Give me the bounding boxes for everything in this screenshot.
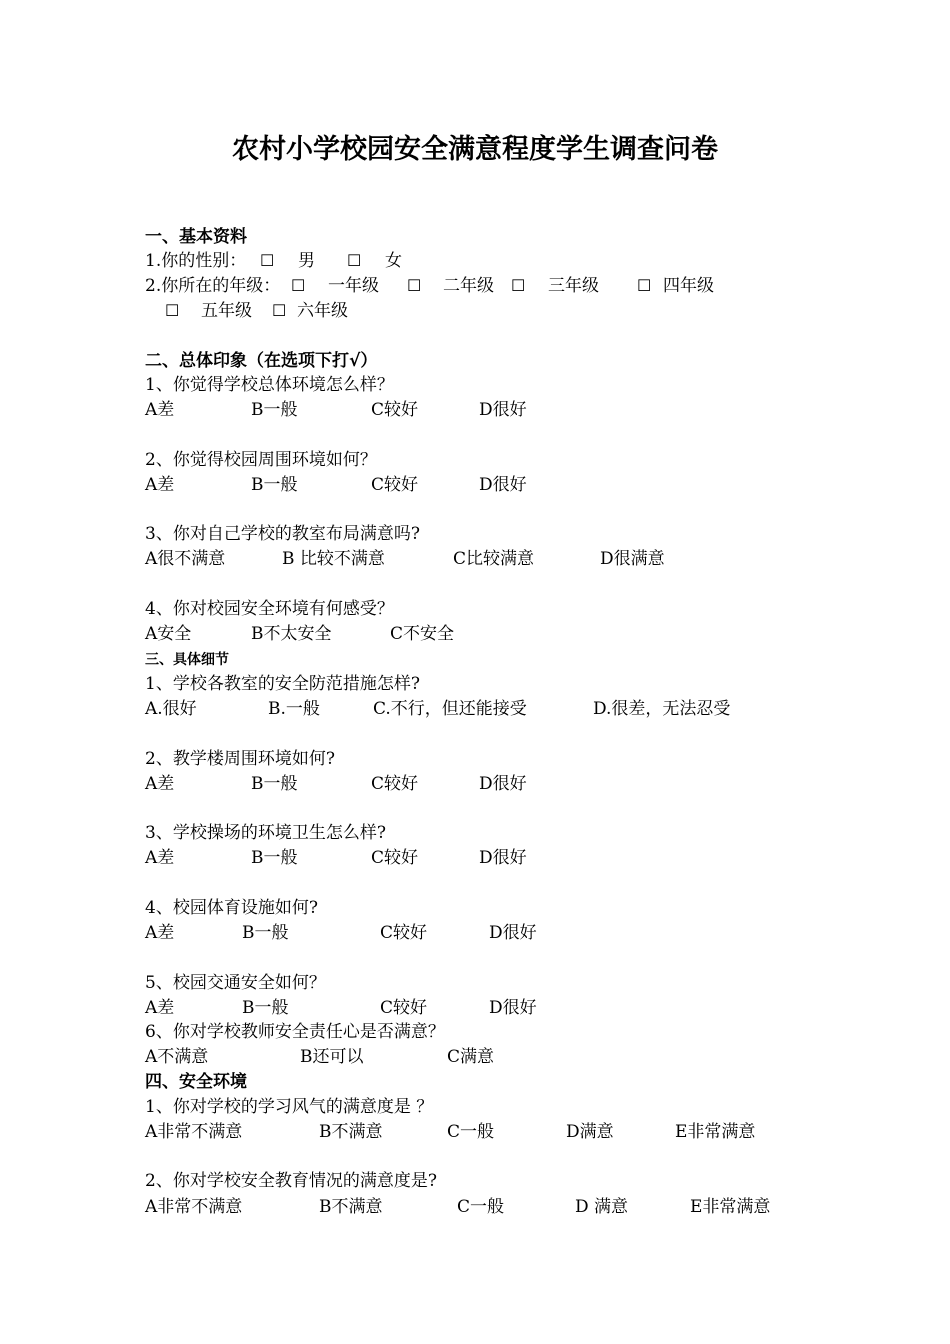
option-b[interactable]: B一般: [251, 848, 298, 868]
section-heading-basic-info: 一、基本资料: [145, 227, 247, 247]
option-d[interactable]: D很好: [479, 774, 527, 794]
option-b[interactable]: B还可以: [300, 1047, 364, 1067]
option-c[interactable]: C一般: [457, 1197, 505, 1217]
option-d[interactable]: D很好: [479, 848, 527, 868]
checkbox-female[interactable]: ☐: [347, 251, 362, 270]
option-b[interactable]: B一般: [251, 475, 298, 495]
option-label-female: 女: [385, 251, 402, 271]
option-b[interactable]: B一般: [242, 923, 289, 943]
question-text: 1、学校各教室的安全防范措施怎样?: [145, 674, 420, 694]
option-label-grade-5: 五年级: [201, 301, 252, 321]
checkbox-grade-6[interactable]: ☐: [272, 301, 287, 320]
option-d[interactable]: D很好: [489, 998, 537, 1018]
option-a[interactable]: A不满意: [145, 1047, 209, 1067]
option-d[interactable]: D很好: [489, 923, 537, 943]
option-a[interactable]: A差: [145, 998, 175, 1018]
option-c[interactable]: C不安全: [390, 624, 455, 644]
option-c[interactable]: C较好: [380, 923, 428, 943]
option-d[interactable]: D很满意: [600, 549, 665, 569]
option-b[interactable]: B不满意: [319, 1197, 383, 1217]
option-label-male: 男: [298, 251, 315, 271]
option-e[interactable]: E非常满意: [675, 1122, 756, 1142]
question-text: 4、你对校园安全环境有何感受？: [145, 599, 394, 619]
option-e[interactable]: E非常满意: [690, 1197, 771, 1217]
option-a[interactable]: A非常不满意: [145, 1122, 243, 1142]
option-c[interactable]: C较好: [371, 774, 419, 794]
checkbox-grade-3[interactable]: ☐: [511, 276, 526, 295]
question-text: 3、你对自己学校的教室布局满意吗?: [145, 524, 420, 544]
section-heading-specific-details: 三、具体细节: [145, 652, 229, 668]
checkbox-grade-1[interactable]: ☐: [291, 276, 306, 295]
question-text: 2、你对学校安全教育情况的满意度是?: [145, 1171, 437, 1191]
option-a[interactable]: A非常不满意: [145, 1197, 243, 1217]
section-heading-overall-impression: 二、总体印象（在选项下打√）: [145, 351, 378, 371]
option-c[interactable]: C满意: [447, 1047, 495, 1067]
question-text: 1、你觉得学校总体环境怎么样？: [145, 375, 394, 395]
option-a[interactable]: A差: [145, 774, 175, 794]
option-c[interactable]: C比较满意: [453, 549, 535, 569]
option-d[interactable]: D很好: [479, 400, 527, 420]
option-a[interactable]: A差: [145, 400, 175, 420]
option-a[interactable]: A差: [145, 475, 175, 495]
option-d[interactable]: D 满意: [575, 1197, 629, 1217]
option-a[interactable]: A差: [145, 848, 175, 868]
question-text: 2.你所在的年级：: [145, 276, 281, 296]
grade-question: [145, 274, 714, 298]
option-a[interactable]: A差: [145, 923, 175, 943]
option-b[interactable]: B.一般: [268, 699, 320, 719]
gender-question: [145, 249, 402, 273]
checkbox-grade-5[interactable]: ☐: [165, 301, 180, 320]
option-label-grade-2: 二年级: [443, 276, 494, 296]
option-label-grade-6: 六年级: [297, 301, 348, 321]
checkbox-male[interactable]: ☐: [260, 251, 275, 270]
option-c[interactable]: C较好: [371, 848, 419, 868]
option-a[interactable]: A很不满意: [145, 549, 226, 569]
option-c[interactable]: C.不行，但还能接受: [373, 699, 527, 719]
option-d[interactable]: D.很差，无法忍受: [593, 699, 731, 719]
option-a[interactable]: A.很好: [145, 699, 197, 719]
option-c[interactable]: C较好: [380, 998, 428, 1018]
checkbox-grade-4[interactable]: ☐: [637, 276, 652, 295]
question-text: 1、你对学校的学习风气的满意度是 ？: [145, 1097, 434, 1117]
option-label-grade-3: 三年级: [548, 276, 599, 296]
option-label-grade-1: 一年级: [328, 276, 379, 296]
option-b[interactable]: B一般: [251, 774, 298, 794]
question-text: 2、你觉得校园周围环境如何？: [145, 450, 377, 470]
question-text: 2、教学楼周围环境如何?: [145, 749, 335, 769]
question-text: 3、学校操场的环境卫生怎么样?: [145, 823, 386, 843]
option-c[interactable]: C较好: [371, 400, 419, 420]
page-title: 农村小学校园安全满意程度学生调查问卷: [232, 134, 718, 165]
question-text: 5、校园交通安全如何？: [145, 973, 326, 993]
option-d[interactable]: D很好: [479, 475, 527, 495]
option-b[interactable]: B一般: [251, 400, 298, 420]
option-c[interactable]: C较好: [371, 475, 419, 495]
option-b[interactable]: B 比较不满意: [282, 549, 385, 569]
checkbox-grade-2[interactable]: ☐: [407, 276, 422, 295]
option-c[interactable]: C一般: [447, 1122, 495, 1142]
option-label-grade-4: 四年级: [663, 276, 714, 296]
option-b[interactable]: B不太安全: [251, 624, 332, 644]
option-b[interactable]: B一般: [242, 998, 289, 1018]
option-d[interactable]: D满意: [566, 1122, 614, 1142]
option-b[interactable]: B不满意: [319, 1122, 383, 1142]
option-a[interactable]: A安全: [145, 624, 192, 644]
section-heading-safety-environment: 四、安全环境: [145, 1072, 247, 1092]
question-text: 4、校园体育设施如何?: [145, 898, 318, 918]
question-text: 6、你对学校教师安全责任心是否满意？: [145, 1022, 445, 1042]
question-text: 1.你的性别：: [145, 251, 247, 271]
